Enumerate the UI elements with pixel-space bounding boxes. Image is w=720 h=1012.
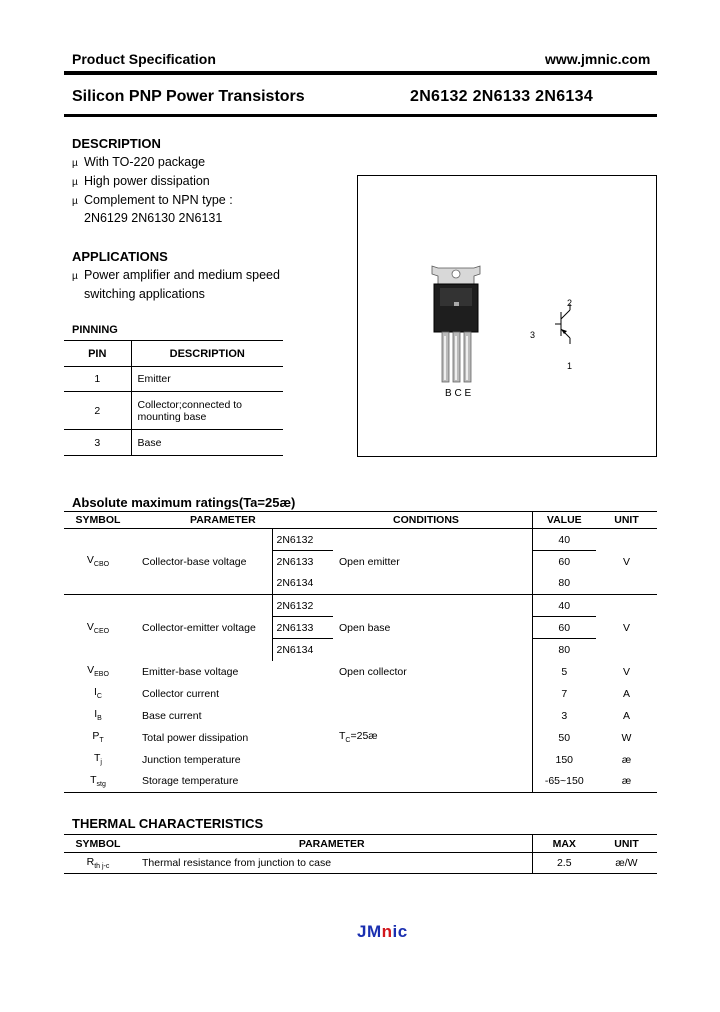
emitter-arrow-icon <box>561 329 567 334</box>
website: www.jmnic.com <box>545 51 651 67</box>
pinning-table <box>64 340 283 456</box>
table-header-row: SYMBOL PARAMETER MAX UNIT <box>64 835 657 853</box>
title-rule <box>64 114 657 117</box>
col-description: DESCRIPTION <box>131 341 283 367</box>
brand-logo: JMnic <box>357 922 408 941</box>
ratings-title: Absolute maximum ratings(Ta=25æ) <box>72 495 296 510</box>
description-item: µ With TO-220 package <box>72 155 206 169</box>
bullet-icon: µ <box>72 196 78 207</box>
thermal-title: THERMAL CHARACTERISTICS <box>72 816 264 831</box>
bullet-icon: µ <box>72 158 78 169</box>
table-row: 2N6134 80 <box>64 639 657 661</box>
table-row: $I_C$ Collector current 7 A <box>64 683 657 705</box>
col-pin: PIN <box>64 341 131 367</box>
table-row: $T_j$ Junction temperature 150 æ <box>64 749 657 771</box>
description-heading: DESCRIPTION <box>72 136 161 151</box>
svg-text:3: 3 <box>530 330 536 340</box>
thermal-table <box>64 834 657 874</box>
package-figure <box>357 175 657 457</box>
table-header-row: SYMBOL PARAMETER CONDITIONS VALUE UNIT <box>64 512 657 529</box>
pinning-heading: PINNING <box>72 324 118 336</box>
ratings-table <box>64 511 657 793</box>
table-row: 2N6133 60 <box>64 551 657 573</box>
description-item: µ High power dissipation <box>72 174 210 188</box>
table-row: 2N6133 60 <box>64 617 657 639</box>
application-item-continued: switching applications <box>84 287 205 301</box>
table-row: $T_{stg}$ Storage temperature -65~150 æ <box>64 771 657 793</box>
table-row: 1 Emitter <box>64 367 283 392</box>
description-item: µ Complement to NPN type : <box>72 193 233 207</box>
table-row: 2N6134 80 <box>64 573 657 595</box>
mounting-hole <box>452 270 460 278</box>
bullet-icon: µ <box>72 271 78 282</box>
application-item: µ Power amplifier and medium speed <box>72 268 280 282</box>
to220-package-drawing <box>358 176 656 456</box>
header-rule <box>64 71 657 75</box>
table-row: $R_{th j-c}$ Thermal resistance from junction to case 2.5 æ/W <box>64 853 657 874</box>
pnp-symbol-icon <box>555 304 570 344</box>
table-row: 3 Base <box>64 430 283 456</box>
doc-type: Product Specification <box>72 51 216 67</box>
product-title: Silicon PNP Power Transistors <box>72 88 305 105</box>
lead-labels: B C E <box>445 388 472 399</box>
table-row: $V_{EBO}$ Emitter-base voltage Open collector 5 V <box>64 661 657 683</box>
table-row: $I_B$ Base current 3 A <box>64 705 657 727</box>
svg-text:2: 2 <box>567 298 573 308</box>
complement-types: 2N6129 2N6130 2N6131 <box>84 211 223 225</box>
bullet-icon: µ <box>72 177 78 188</box>
table-row: $P_T$ Total power dissipation $T_C=25æ$ 50 W <box>64 727 657 749</box>
svg-text:1: 1 <box>567 361 573 371</box>
table-row: $V_{CEO}$ Collector-emitter voltage 2N6132 Open base 40 V <box>64 595 657 617</box>
table-header-row <box>64 341 283 367</box>
part-numbers: 2N6132 2N6133 2N6134 <box>410 88 594 105</box>
applications-heading: APPLICATIONS <box>72 249 168 264</box>
table-row: 2 Collector;connected to mounting base <box>64 392 283 430</box>
table-row: $V_{CBO}$ Collector-base voltage 2N6132 Open emitter 40 V <box>64 529 657 551</box>
